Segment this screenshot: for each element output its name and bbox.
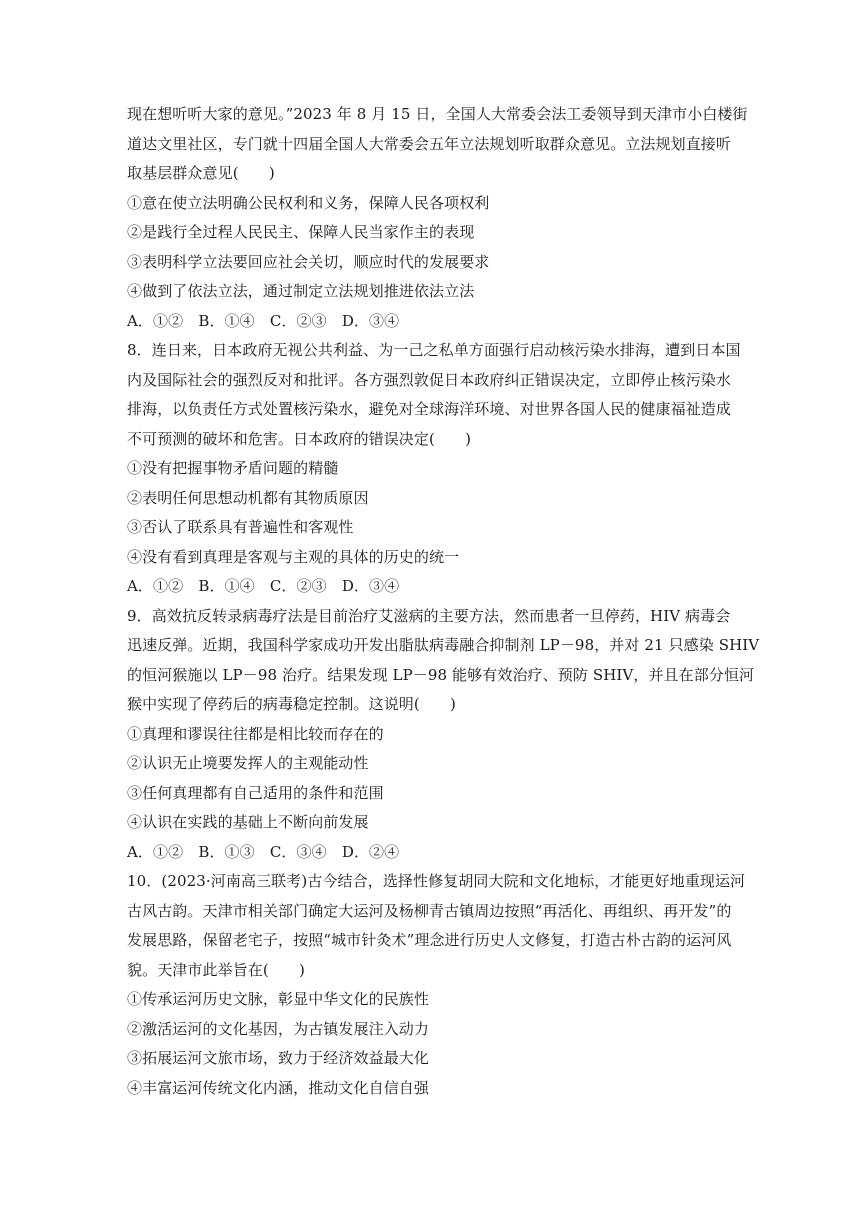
option-line: ①没有把握事物矛盾问题的精髓 bbox=[127, 459, 339, 477]
option-line: ②激活运河的文化基因，为古镇发展注入动力 bbox=[127, 1019, 430, 1038]
stem-line: 道达文里社区，专门就十四届全国人大常委会五年立法规划听取群众意见。立法规划直接听 bbox=[127, 134, 732, 153]
option-line: ③表明科学立法要回应社会关切，顺应时代的发展要求 bbox=[127, 252, 490, 271]
option-line: ④丰富运河传统文化内涵，推动文化自信自强 bbox=[127, 1078, 430, 1097]
option-line: ③否认了联系具有普遍性和客观性 bbox=[127, 518, 354, 536]
question-7-continuation bbox=[127, 100, 748, 336]
stem-line: 古风古韵。天津市相关部门确定大运河及杨柳青古镇周边按照“再活化、再组织、再开发”的 bbox=[127, 901, 732, 920]
stem-line: 9．高效抗反转录病毒疗法是目前治疗艾滋病的主要方法，然而患者一旦停药，HIV 病毒会 bbox=[127, 606, 731, 625]
stem-line: 貌。天津市此举旨在( ) bbox=[127, 960, 306, 979]
stem-line: 内及国际社会的强烈反对和批评。各方强烈敦促日本政府纠正错误决定，立即停止核污染水 bbox=[127, 370, 732, 389]
option-line: ②认识无止境要发挥人的主观能动性 bbox=[127, 754, 369, 772]
option-line: ④做到了依法立法，通过制定立法规划推进依法立法 bbox=[127, 282, 475, 300]
option-line: ③拓展运河文旅市场，致力于经济效益最大化 bbox=[127, 1049, 430, 1067]
stem-line: 10．(2023·河南高三联考)古今结合，选择性修复胡同大院和文化地标，才能更好地重现运河 bbox=[127, 872, 746, 890]
document-page bbox=[127, 100, 760, 1103]
option-line: ①意在使立法明确公民权利和义务，保障人民各项权利 bbox=[127, 193, 490, 212]
option-line: ①真理和谬误往往都是相比较而存在的 bbox=[127, 724, 384, 743]
option-line: ③任何真理都有自己适用的条件和范围 bbox=[127, 783, 384, 802]
stem-line: 迅速反弹。近期，我国科学家成功开发出脂肽病毒融合抑制剂 LP－98，并对 21 只感染 SHIV bbox=[127, 636, 760, 654]
stem-line: 取基层群众意见( ) bbox=[127, 164, 275, 182]
question-8 bbox=[127, 336, 741, 602]
option-line: ②是践行全过程人民民主、保障人民当家作主的表现 bbox=[127, 223, 475, 241]
stem-line: 猴中实现了停药后的病毒稳定控制。这说明( ) bbox=[127, 695, 457, 713]
answer-choices: A．①② B．①③ C．③④ D．②④ bbox=[127, 842, 400, 861]
stem-line: 现在想听听大家的意见。”2023 年 8 月 15 日，全国人大常委会法工委领导到天津市小白楼街 bbox=[127, 105, 748, 123]
stem-line: 不可预测的破坏和危害。日本政府的错误决定( ) bbox=[127, 429, 472, 448]
option-line: ④没有看到真理是客观与主观的具体的历史的统一 bbox=[127, 547, 460, 566]
stem-line: 排海，以负责任方式处置核污染水，避免对全球海洋环境、对世界各国人民的健康福祉造成 bbox=[127, 400, 732, 418]
stem-line: 发展思路，保留老宅子，按照“城市针灸术”理念进行历史人文修复，打造古朴古韵的运河风 bbox=[127, 931, 732, 949]
question-10 bbox=[127, 867, 746, 1103]
option-line: ①传承运河历史文脉，彰显中华文化的民族性 bbox=[127, 990, 430, 1008]
option-line: ④认识在实践的基础上不断向前发展 bbox=[127, 813, 369, 831]
answer-choices: A．①② B．①④ C．②③ D．③④ bbox=[127, 577, 400, 595]
answer-choices: A．①② B．①④ C．②③ D．③④ bbox=[127, 311, 400, 330]
stem-line: 8．连日来，日本政府无视公共利益、为一己之私单方面强行启动核污染水排海，遭到日本国 bbox=[127, 341, 741, 359]
question-9 bbox=[127, 602, 760, 868]
option-line: ②表明任何思想动机都有其物质原因 bbox=[127, 488, 369, 507]
stem-line: 的恒河猴施以 LP－98 治疗。结果发现 LP－98 能够有效治疗、预防 SHIV，并且在部分恒河 bbox=[127, 665, 755, 684]
